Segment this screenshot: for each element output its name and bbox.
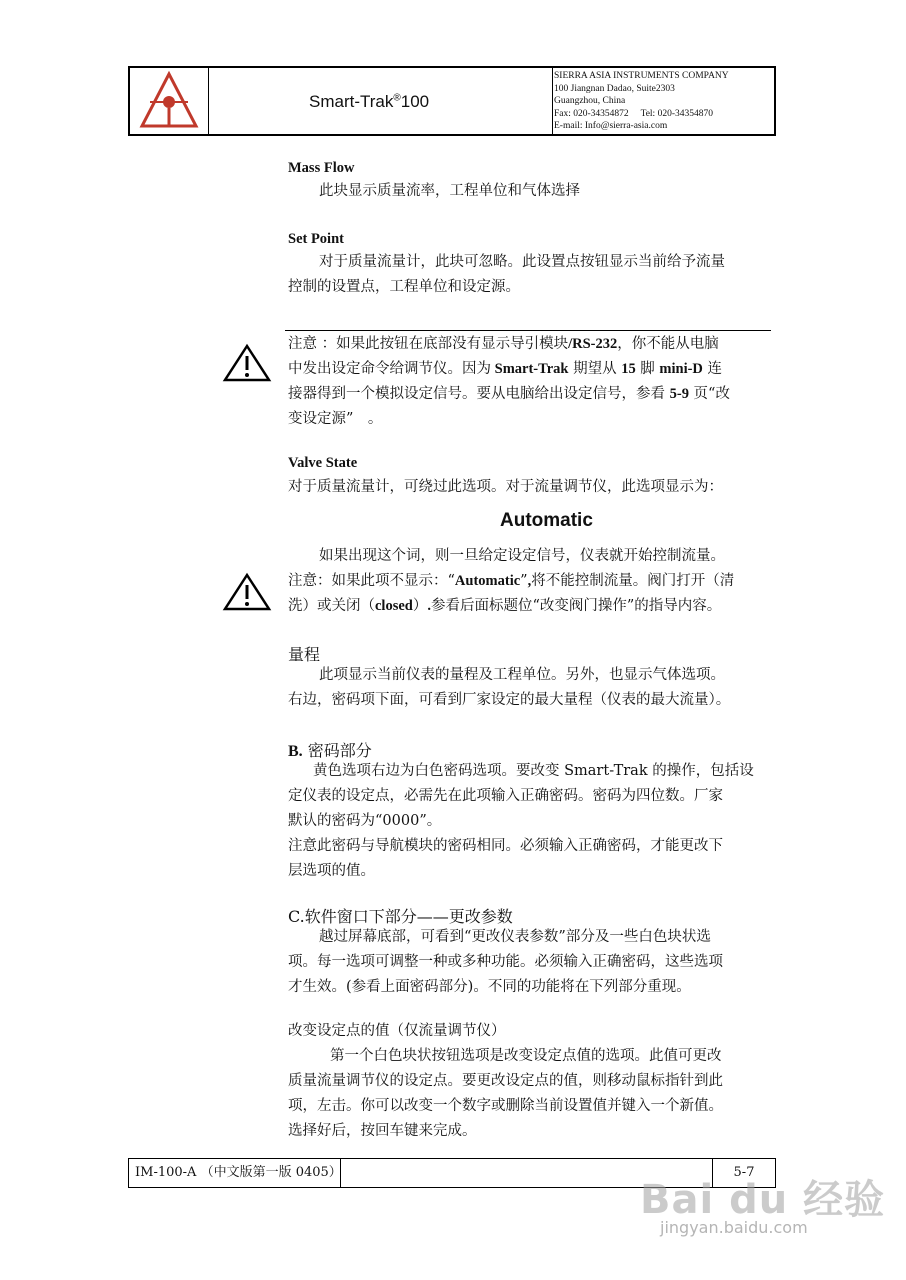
- footer-doc-id: IM-100-A （中文版第一版 0405）: [129, 1159, 341, 1187]
- password-heading: B. 密码部分: [288, 741, 372, 760]
- warning-icon: [222, 572, 272, 612]
- range-line1: 此项显示当前仪表的量程及工程单位。另外，也显示气体选项。: [319, 667, 725, 683]
- note1-line1: 注意 ：如果此按钮在底部没有显示导引模块/RS-232，你不能从电脑: [288, 336, 719, 352]
- password-line2: 定仪表的设定点，必需先在此项输入正确密码。密码为四位数。厂家: [288, 788, 723, 804]
- company-name: SIERRA ASIA INSTRUMENTS COMPANY: [554, 71, 729, 81]
- company-address2: Guangzhou, China: [554, 96, 626, 106]
- company-contact: Fax: 020-34354872 Tel: 020-34354870: [554, 108, 713, 119]
- company-email: E-mail: Info@sierra-asia.com: [554, 121, 668, 131]
- company-info: [554, 70, 776, 133]
- page-header: [128, 66, 776, 136]
- set-point-heading: Set Point: [288, 231, 344, 247]
- note1-line2: 中发出设定命令给调节仪。因为 Smart-Trak 期望从 15 脚 mini-D 连: [288, 361, 723, 377]
- product-title: Smart-Trak®100: [309, 92, 430, 111]
- setpoint-change-line4: 选择好后，按回车键来完成。: [288, 1123, 477, 1139]
- software-heading: C.软件窗口下部分——更改参数: [288, 907, 513, 926]
- automatic-line1: 如果出现这个词，则一旦给定设定信号，仪表就开始控制流量。: [319, 548, 725, 564]
- set-point-line2: 控制的设置点，工程单位和设定源。: [288, 279, 520, 295]
- automatic-label: Automatic: [500, 510, 593, 531]
- valve-state-body: 对于质量流量计，可绕过此选项。对于流量调节仪，此选项显示为：: [288, 479, 723, 495]
- range-heading: 量程: [288, 645, 321, 664]
- note1-line4: 变设定源” 。: [288, 411, 383, 427]
- setpoint-change-line1: 第一个白色块状按钮选项是改变设定点值的选项。此值可更改: [330, 1048, 722, 1064]
- mass-flow-heading: Mass Flow: [288, 160, 355, 176]
- automatic-line3: 洗）或关闭（closed）.参看后面标题位“改变阀门操作”的指导内容。: [288, 598, 722, 614]
- setpoint-change-line2: 质量流量调节仪的设定点。要更改设定点的值，则移动鼠标指针到此: [288, 1073, 723, 1089]
- software-line2: 项。每一选项可调整一种或多种功能。必须输入正确密码，这些选项: [288, 954, 723, 970]
- password-line3: 默认的密码为“0000”。: [288, 813, 442, 829]
- mass-flow-body: 此块显示质量流率，工程单位和气体选择: [319, 183, 580, 199]
- automatic-line2: 注意：如果此项不显示：“Automatic”,将不能控制流量。阀门打开（清: [288, 573, 735, 589]
- set-point-line1: 对于质量流量计，此块可忽略。此设置点按钮显示当前给予流量: [319, 254, 725, 270]
- warning-icon: [222, 343, 272, 383]
- company-logo-icon: [130, 68, 208, 134]
- setpoint-change-heading: 改变设定点的值（仅流量调节仪）: [288, 1023, 506, 1039]
- password-line1: 黄色选项右边为白色密码选项。要改变 Smart-Trak 的操作，包括设: [313, 763, 754, 779]
- range-line2: 右边，密码项下面，可看到厂家设定的最大量程（仪表的最大流量）。: [288, 692, 731, 708]
- valve-state-heading: Valve State: [288, 455, 358, 471]
- software-line3: 才生效。(参看上面密码部分)。不同的功能将在下列部分重现。: [288, 979, 691, 995]
- logo-cell: [130, 68, 209, 134]
- watermark-brand: Bai du 经验: [640, 1177, 886, 1223]
- setpoint-change-line3: 项，左击。你可以改变一个数字或删除当前设置值并键入一个新值。: [288, 1098, 723, 1114]
- watermark-url: jingyan.baidu.com: [660, 1218, 808, 1237]
- footer-page-number: 5-7: [712, 1159, 775, 1187]
- note1-line3: 接器得到一个模拟设定信号。要从电脑给出设定信号，参看 5-9 页“改: [288, 386, 730, 402]
- password-line5: 层选项的值。: [288, 863, 375, 879]
- software-line1: 越过屏幕底部，可看到“更改仪表参数”部分及一些白色块状选: [319, 929, 711, 945]
- password-line4: 注意此密码与导航模块的密码相同。必须输入正确密码，才能更改下: [288, 838, 723, 854]
- company-address1: 100 Jiangnan Dadao, Suite2303: [554, 83, 675, 94]
- product-cell: [209, 68, 553, 134]
